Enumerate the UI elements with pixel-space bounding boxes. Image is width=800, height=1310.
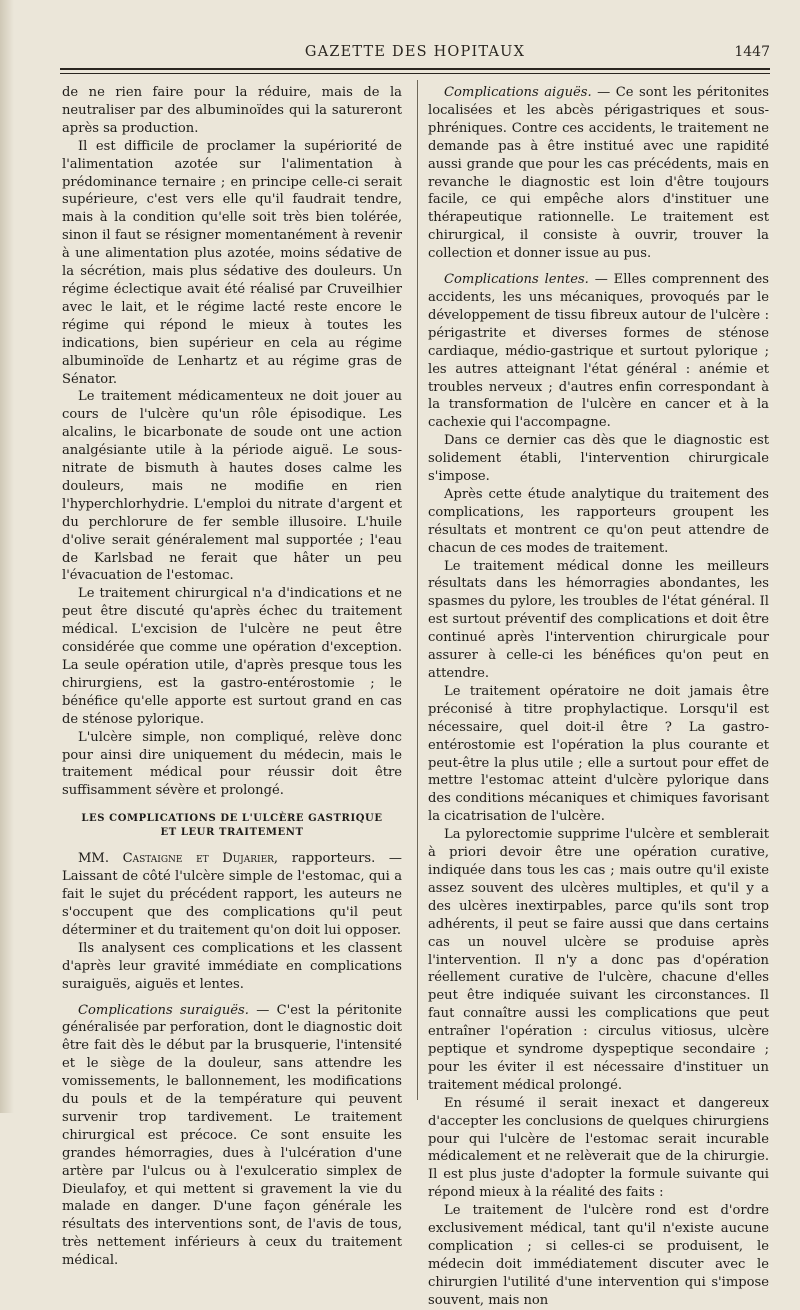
- left-column: [62, 84, 402, 1270]
- paragraph: Dans ce dernier cas dès que le diagnostic est solidement établi, l'intervention chirurgicale s'impose.: [428, 433, 769, 485]
- section-title-line: ET LEUR TRAITEMENT: [160, 827, 304, 839]
- paragraph: Le traitement opératoire ne doit jamais être préconisé à titre prophylactique. Lorsqu'il est nécessaire, quel doit-il être ? La gastro-entérostomie est l'opération la plus courante et peut-être la plus utile ; elle a surtout pour effet de mettre l'estomac atteint d'ulcère pylorique dans des conditions mécaniques et chimiques favorisant la cicatrisation de l'ulcère.: [428, 683, 769, 825]
- paragraph: En résumé il serait inexact et dangereux d'accepter les conclusions de quelques chirurgiens pour qui l'ulcère de l'estomac serait incurable médicalement et ne relèverait que de la chirurgie. Il est plus juste d'adopter la formule suivante qui répond mieux à la réalité des faits :: [428, 1095, 769, 1201]
- paragraph-text: — Ce sont les péritonites localisées et les abcès périgastriques et sous-phréniques. Contre ces accidents, le traitement ne demande pas à être institué avec une rapidité aussi grande que pour les cas précédents, mais en revanche le diagnostic est loin d'être toujours facile, ce qui empêche alors d'instituer une thérapeutique rationnelle. Le traitement est chirurgical, il consiste à ouvrir, trouver la collection et donner issue au pus.: [428, 85, 769, 262]
- right-column: [428, 84, 769, 1310]
- subheading: Complications aiguës.: [444, 85, 592, 100]
- paragraph: Après cette étude analytique du traitement des complications, les rapporteurs groupent les résultats et montrent ce qu'on peut attendre de chacun de ces modes de traitement.: [428, 486, 769, 556]
- paragraph: Ils analysent ces complications et les classent d'après leur gravité immédiate en complications suraiguës, aiguës et lentes.: [62, 940, 402, 992]
- paragraph: Il est difficile de proclamer la supériorité de l'alimentation azotée sur l'alimentation à prédominance ternaire ; en principe celle-ci serait supérieure, c'est vers elle qu'il faudrait tendre, mais à la condition qu'elle soit très bien tolérée, sinon il faut se résigner momentanément à revenir à une alimentation plus azotée, moins sédative de la sécrétion, mais plus sédative des douleurs. Un régime éclectique avait été réalisé par Cruveilhier avec le lait, et le régime lacté reste encore le régime qui répond le mieux à toutes les indications, bien supérieur en cela au régime albuminoïde de Lenhartz et au régime gras de Sénator.: [62, 138, 402, 387]
- journal-title: GAZETTE DES HOPITAUX: [304, 44, 526, 60]
- paragraph: Le traitement médicamenteux ne doit jouer au cours de l'ulcère qu'un rôle épisodique. Les alcalins, le bicarbonate de soude ont une action analgésiante utile à la période aiguë. Le sous-nitrate de bismuth à hautes doses calme les douleurs, mais ne modifie en rien l'hyperchlorhydrie. L'emploi du nitrate d'argent et du perchlorure de fer semble illusoire. L'huile d'olive serait généralement mal supportée ; l'eau de Karlsbad ne ferait que hâter un peu l'évacuation de l'estomac.: [62, 389, 402, 584]
- subheading: Complications lentes.: [444, 272, 589, 288]
- page-edge-shadow: [0, 0, 14, 1113]
- paragraph-text: — Elles comprennent des accidents, les uns mécaniques, provoqués par le développement de tissu fibreux autour de l'ulcère : périgastrite et diverses formes de sténose cardiaque, médio-gastrique et surtout pylorique ; les autres atteignant l'état général : anémie et troubles nerveux ; d'autres enfin correspondant à la transformation de l'ulcère en cancer et à la cachexie qui l'accompagne.: [428, 272, 770, 431]
- paragraph-text: — C'est la péritonite généralisée par perforation, dont le diagnostic doit être fait dès le début par la brusquerie, l'intensité et le siège de la douleur, sans attendre les vomissements, le ballonnement, les modifications du pouls et de la température qui peuvent survenir trop tardivement. Le traitement chirurgical est précoce. Ce sont ensuite les grandes hémorragies, dues à l'ulcération d'une artère par l'ulcus ou à l'exulceratio simplex de Dieulafoy, et qui mettent si gravement la vie du malade en danger. D'une façon générale les résultats des interventions sont, de l'avis de tous, très nettement inférieurs à ceux du traitement médical.: [62, 1002, 402, 1269]
- header-rule-thin: [60, 73, 770, 74]
- subheading: Complications suraiguës.: [78, 1002, 249, 1018]
- paragraph: Le traitement médical donne les meilleurs résultats dans les hémorragies abondantes, les spasmes du pylore, les troubles de l'état général. Il est surtout préventif des complications et doit être continué après l'intervention chirurgicale pour assurer à celle-ci les bénéfices qu'on peut en attendre.: [428, 558, 769, 681]
- paragraph: [428, 271, 769, 432]
- header-rule-thick: [60, 68, 770, 70]
- page-number: 1447: [734, 44, 770, 60]
- paragraph: Le traitement chirurgical n'a d'indications et ne peut être discuté qu'après échec du traitement médical. L'excision de l'ulcère ne peut être considérée que comme une opération d'exception. La seule opération utile, d'après presque tous les chirurgiens, est la gastro-entérostomie ; le bénéfice qu'elle apporte est surtout grand en cas de sténose pylorique.: [62, 586, 402, 727]
- paragraph: L'ulcère simple, non compliqué, relève donc pour ainsi dire uniquement du médecin, mais le traitement médical pour réussir doit être suffisamment sévère et prolongé.: [62, 729, 402, 799]
- authors: MM. Castaigne et Dujarier,: [78, 851, 279, 867]
- paragraph: Le traitement de l'ulcère rond est d'ordre exclusivement médical, tant qu'il n'existe aucune complication ; si celles-ci se produisent, le médecin doit immédiatement discuter avec le chirurgien l'utilité d'une intervention qui s'impose souvent, mais non: [428, 1203, 769, 1308]
- section-title: [62, 812, 402, 840]
- paragraph: La pylorectomie supprime l'ulcère et semblerait à priori devoir être une opération curative, indiquée dans tous les cas ; mais outre qu'il existe assez souvent des ulcères multiples, et qu'il y a des ulcères inextirpables, parce qu'ils sont trop adhérents, il peut se faire aussi que dans certains cas un nouvel ulcère se produise après l'intervention. Il n'y a donc pas d'opération réellement curative de l'ulcère, chacune d'elles peut être indiquée suivant les circonstances. Il faut connaître aussi les complications que peut entraîner l'opération : circulus vitiosus, ulcère peptique et syndrome dyspeptique secondaire ; pour les éviter il est nécessaire d'instituer un traitement médical prolongé.: [428, 827, 769, 1093]
- column-divider: [417, 80, 418, 1100]
- paragraph: [428, 84, 769, 263]
- paragraph: [62, 1002, 402, 1271]
- page-header: [60, 44, 770, 66]
- paragraph: [62, 850, 402, 940]
- paragraph-text: rapporteurs. — Laissant de côté l'ulcère simple de l'estomac, qui a fait le sujet du précédent rapport, les auteurs ne s'occupent que des complications qu'il peut déterminer et du traitement qu'on doit lui opposer.: [62, 851, 402, 938]
- section-title-line: LES COMPLICATIONS DE L'ULCÈRE GASTRIQUE: [81, 813, 383, 825]
- paragraph: de ne rien faire pour la réduire, mais de la neutraliser par des albuminoïdes qui la satureront après sa production.: [62, 85, 402, 136]
